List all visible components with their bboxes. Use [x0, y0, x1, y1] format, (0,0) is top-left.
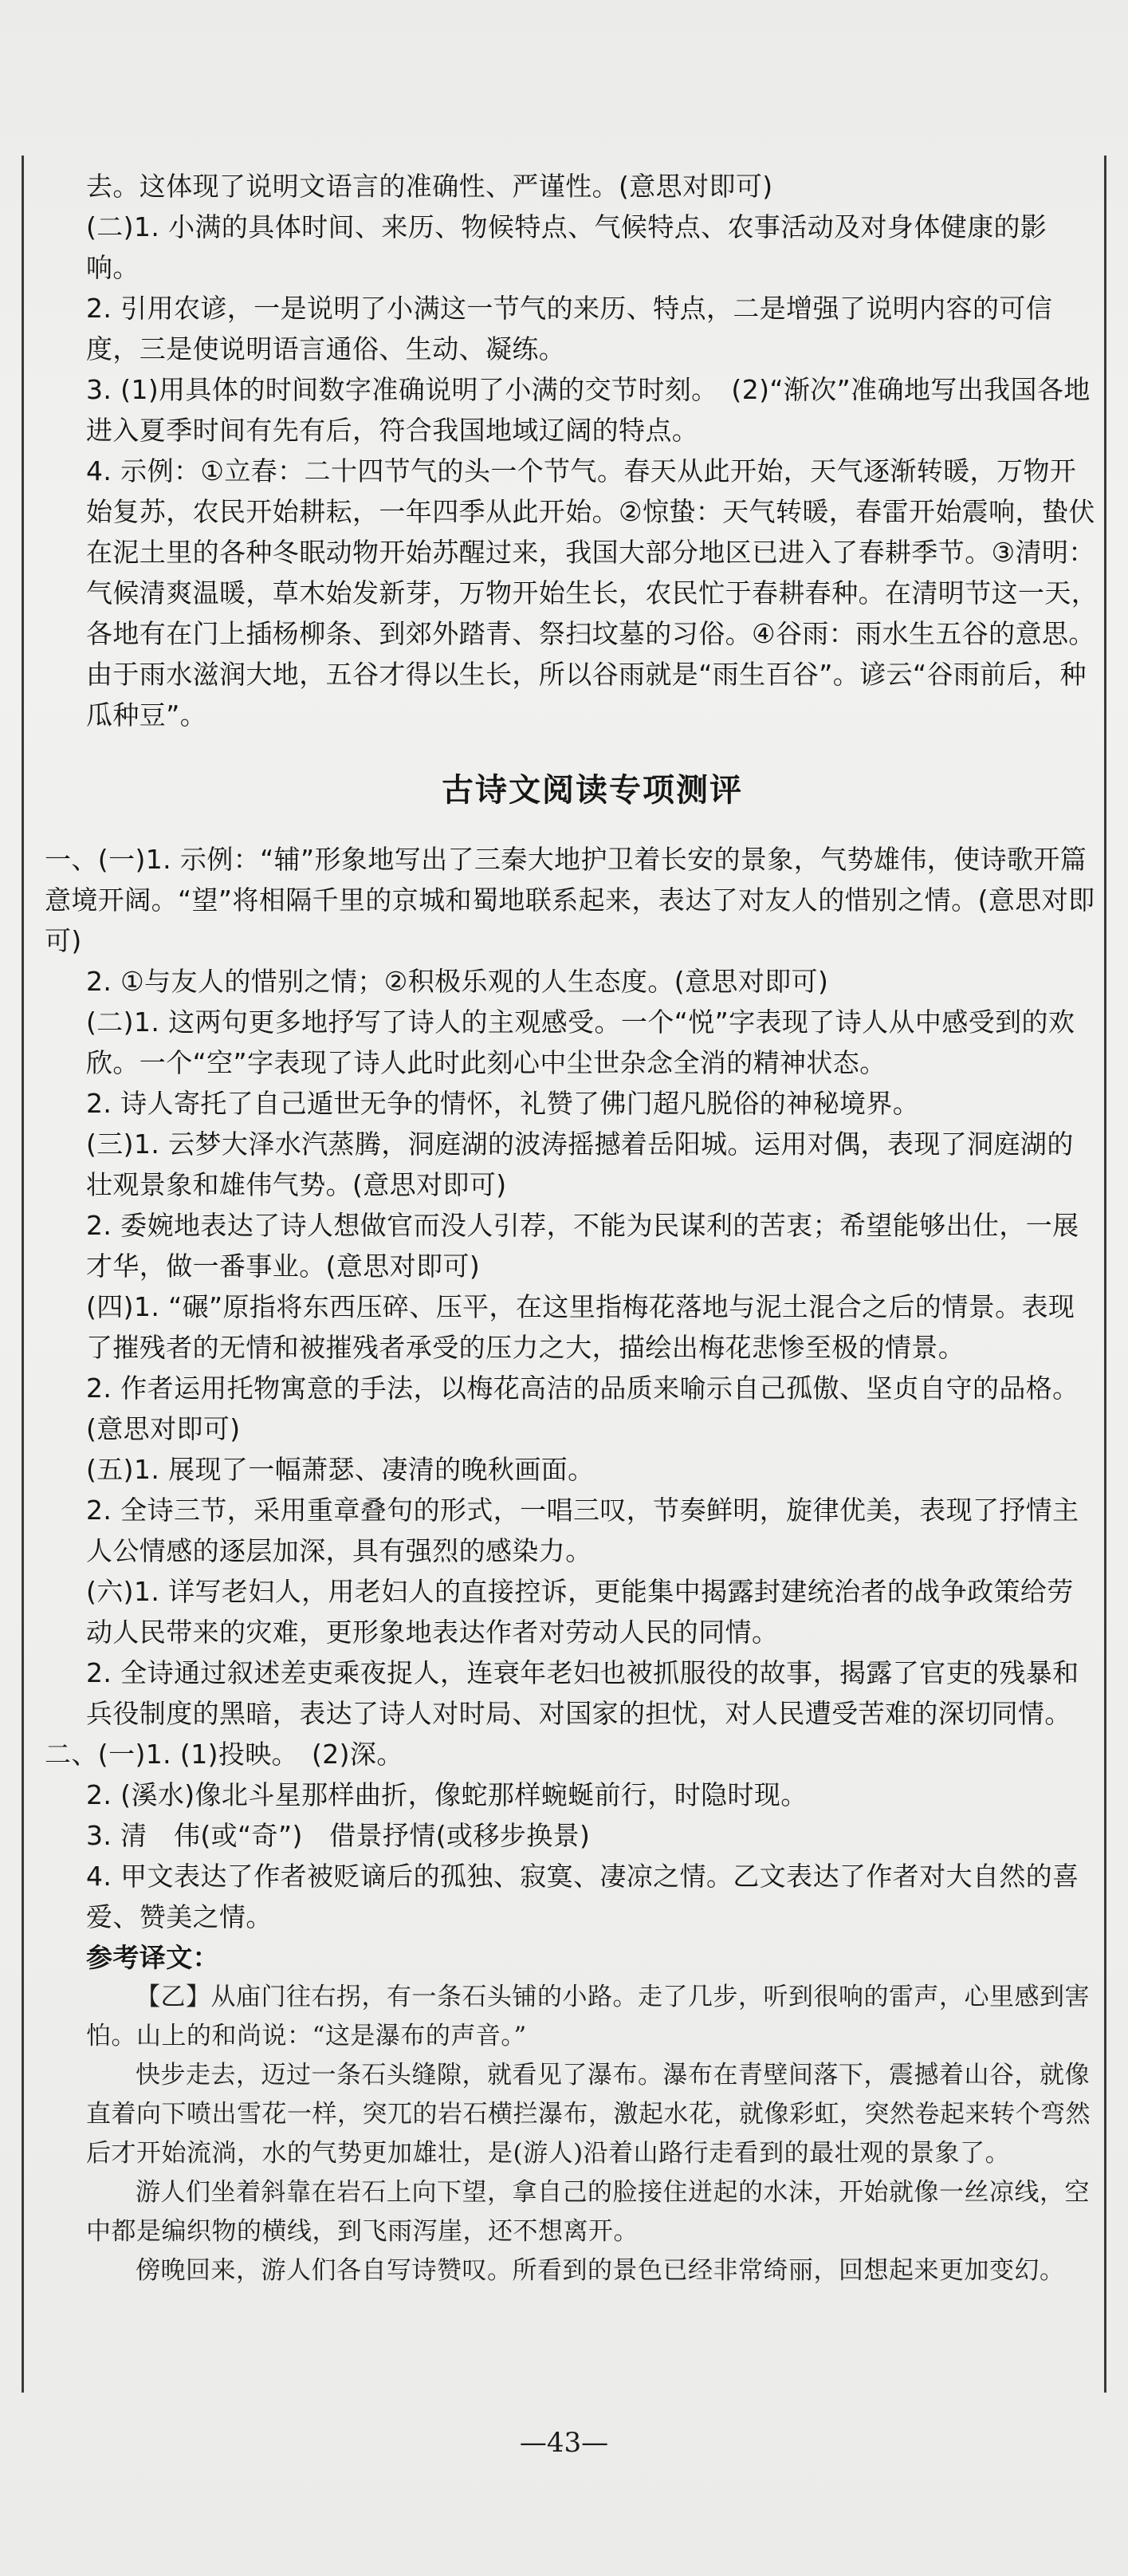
left-margin-rule — [22, 156, 24, 2393]
answer-line: 2. 引用农谚，一是说明了小满这一节气的来历、特点，二是增强了说明内容的可信度，三是使说明语言通俗、生动、凝练。 — [86, 293, 1053, 364]
answer-line: 4. 示例：①立春：二十四节气的头一个节气。春天从此开始，天气逐渐转暖，万物开始复苏，农民开始耕耘，一年四季从此开始。②惊蛰：天气转暖，春雷开始震响，蛰伏在泥土里的各种冬眠动物开始苏醒过来，我国大部分地区已进入了春耕季节。③清明：气候清爽温暖，草木始发新芽，万物开始生长，农民忙于春耕春种。在清明节这一天，各地有在门上插杨柳条、到郊外踏青、祭扫坟墓的习俗。④谷雨：雨水生五谷的意思。由于雨水滋润大地，五谷才得以生长，所以谷雨就是“雨生百谷”。谚云“谷雨前后，种瓜种豆”。 — [86, 455, 1099, 731]
answer-line: (四)1. “碾”原指将东西压碎、压平，在这里指梅花落地与泥土混合之后的情景。表现了摧残者的无情和被摧残者承受的压力之大，描绘出梅花悲惨至极的情景。 — [86, 1291, 1075, 1363]
answer-line: (五)1. 展现了一幅萧瑟、凄清的晚秋画面。 — [86, 1454, 595, 1485]
answer-line: (二)1. 这两句更多地抒写了诗人的主观感受。一个“悦”字表现了诗人从中感受到的欢欣。一个“空”字表现了诗人此时此刻心中尘世杂念全消的精神状态。 — [86, 1006, 1075, 1078]
answer-line: 2. ①与友人的惜别之情；②积极乐观的人生态度。(意思对即可) — [86, 966, 829, 997]
answer-line: 2. 委婉地表达了诗人想做官而没人引荐，不能为民谋利的苦衷；希望能够出仕，一展才华，做一番事业。(意思对即可) — [86, 1210, 1079, 1282]
answer-line: 二、(一)1. (1)投映。 (2)深。 — [45, 1739, 403, 1770]
translation-paragraph: 游人们坐着斜靠在岩石上向下望，拿自己的脸接住迸起的水沫，开始就像一丝凉线，空中都是编织物的横线，到飞雨泻崖，还不想离开。 — [86, 2178, 1090, 2246]
answer-line: 2. 诗人寄托了自己遁世无争的情怀，礼赞了佛门超凡脱俗的神秘境界。 — [86, 1088, 920, 1119]
translation-paragraph: 【乙】从庙门往右拐，有一条石头铺的小路。走了几步，听到很响的雷声，心里感到害怕。山上的和尚说：“这是瀑布的声音。” — [86, 1983, 1090, 2050]
translation-label: 参考译文： — [86, 1942, 219, 1973]
answer-line: 去。这体现了说明文语言的准确性、严谨性。(意思对即可) — [86, 171, 773, 202]
right-margin-rule — [1104, 156, 1106, 2393]
translation-paragraph: 傍晚回来，游人们各自写诗赞叹。所看到的景色已经非常绮丽，回想起来更加变幻。 — [136, 2256, 1065, 2285]
answer-line: 2. 全诗通过叙述差吏乘夜捉人，连衰年老妇也被抓服役的故事，揭露了官吏的残暴和兵役制度的黑暗，表达了诗人对时局、对国家的担忧，对人民遭受苦难的深切同情。 — [86, 1657, 1079, 1729]
answer-line: 4. 甲文表达了作者被贬谪后的孤独、寂寞、凄凉之情。乙文表达了作者对大自然的喜爱、赞美之情。 — [86, 1861, 1079, 1932]
answer-line: (二)1. 小满的具体时间、来历、物候特点、气候特点、农事活动及对身体健康的影响。 — [86, 211, 1047, 283]
answer-line: 2. 全诗三节，采用重章叠句的形式，一唱三叹，节奏鲜明，旋律优美，表现了抒情主人公情感的逐层加深，具有强烈的感染力。 — [86, 1495, 1079, 1566]
translation-paragraph: 快步走去，迈过一条石头缝隙，就看见了瀑布。瀑布在青壁间落下，震撼着山谷，就像直着向下喷出雪花一样，突兀的岩石横拦瀑布，激起水花，就像彩虹，突然卷起来转个弯然后才开始流淌，水的气势更加雄壮，是(游人)沿着山路行走看到的最壮观的景象了。 — [86, 2061, 1091, 2168]
answer-line: 一、(一)1. 示例：“辅”形象地写出了三秦大地护卫着长安的景象，气势雄伟，使诗歌开篇意境开阔。“望”将相隔千里的京城和蜀地联系起来，表达了对友人的惜别之情。(意思对即可) — [45, 844, 1095, 956]
answer-line: 2. 作者运用托物寓意的手法，以梅花高洁的品质来喻示自己孤傲、坚贞自守的品格。(意思对即可) — [86, 1373, 1079, 1444]
answer-line: (六)1. 详写老妇人，用老妇人的直接控诉，更能集中揭露封建统治者的战争政策给劳动人民带来的灾难，更形象地表达作者对劳动人民的同情。 — [86, 1576, 1074, 1648]
answer-line: 3. (1)用具体的时间数字准确说明了小满的交节时刻。 (2)“渐次”准确地写出我国各地进入夏季时间有先有后，符合我国地域辽阔的特点。 — [86, 374, 1091, 446]
page-number: —43— — [519, 2427, 609, 2459]
answer-line: 2. (溪水)像北斗星那样曲折，像蛇那样蜿蜒前行，时隐时现。 — [86, 1779, 808, 1810]
section-title: 古诗文阅读专项测评 — [442, 772, 743, 809]
answer-line: 3. 清 伟(或“奇”) 借景抒情(或移步换景) — [86, 1820, 591, 1851]
answer-line: (三)1. 云梦大泽水汽蒸腾，洞庭湖的波涛摇撼着岳阳城。运用对偶，表现了洞庭湖的壮观景象和雄伟气势。(意思对即可) — [86, 1128, 1074, 1200]
page-content — [45, 166, 1099, 2290]
